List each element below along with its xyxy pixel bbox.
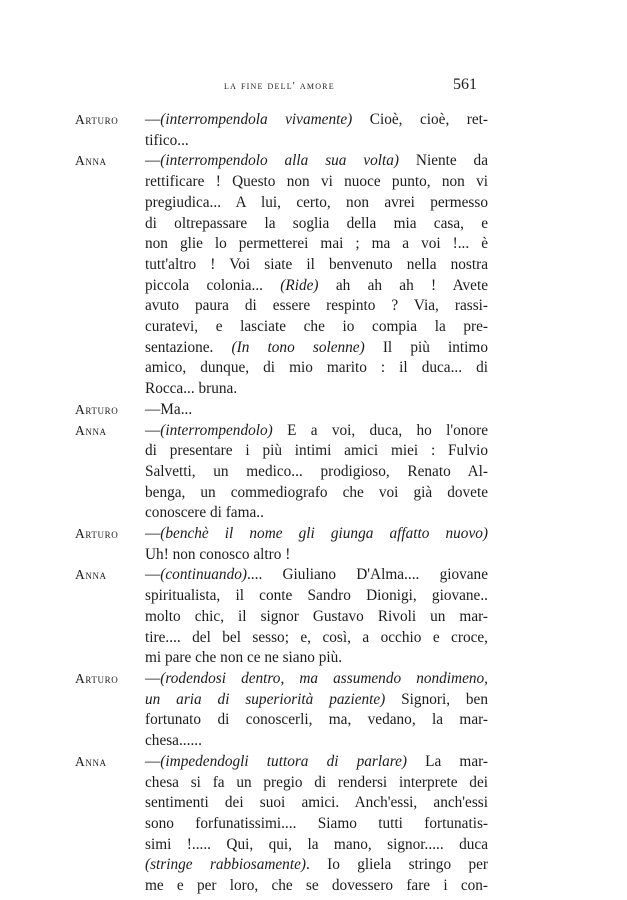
speaker-name: Arturo bbox=[75, 112, 119, 127]
dialogue-entry bbox=[0, 752, 627, 897]
speech-line: pregiudica... A lui, certo, non avrei permesso bbox=[145, 193, 488, 211]
speaker-name: Anna bbox=[75, 422, 107, 438]
speaker-name: Arturo bbox=[75, 401, 119, 417]
speech-line: —(interrompendolo) E a voi, duca, ho l'onore bbox=[145, 421, 488, 439]
speech-text bbox=[145, 151, 488, 399]
speech-line: tifico... bbox=[145, 131, 189, 149]
speech-line: chesa...... bbox=[145, 732, 202, 750]
speech-line: tire.... del bel sesso; e, così, a occhio e croce, bbox=[145, 628, 488, 646]
speech-text bbox=[145, 110, 488, 151]
speech-line: molto chic, il signor Gustavo Rivoli un mar- bbox=[145, 607, 488, 625]
speech-line: Salvetti, un medico... prodigioso, Renato Al- bbox=[145, 462, 488, 480]
page-number: 561 bbox=[453, 76, 477, 93]
speech-line: non glie lo permetterei mai ; ma a voi !... è bbox=[145, 235, 488, 253]
speech-text bbox=[145, 400, 488, 421]
speaker-name: Anna bbox=[75, 567, 107, 583]
speaker-name: Anna bbox=[75, 753, 107, 769]
speech-line: sono forfunatissimi.... Siamo tutti fortunatis- bbox=[145, 814, 488, 832]
speech-text bbox=[145, 669, 488, 752]
speech-line: —(interrompendolo alla sua volta) Niente da bbox=[145, 152, 488, 170]
speech-line: benga, un commediografo che voi già dovete bbox=[145, 483, 488, 501]
speech-line: —(interrompendola vivamente) Cioè, cioè, ret- bbox=[145, 111, 488, 128]
dialogue-entry bbox=[0, 400, 627, 421]
speech-line: conoscere di fama.. bbox=[145, 504, 264, 522]
speech-text bbox=[145, 752, 488, 897]
speech-line: —(benchè il nome gli giunga affatto nuovo) bbox=[145, 525, 488, 543]
dialogue-entry bbox=[0, 565, 627, 669]
speech-line: Uh! non conosco altro ! bbox=[145, 545, 291, 563]
speech-line: un aria di superiorità paziente) Signori, ben bbox=[145, 690, 488, 708]
speaker-name: Anna bbox=[75, 153, 107, 169]
speech-line: (stringe rabbiosamente). Io gliela stringo per bbox=[145, 856, 488, 874]
speech-line: spiritualista, il conte Sandro Dionigi, giovane.. bbox=[145, 587, 488, 605]
speech-line: mi pare che non ce ne siano più. bbox=[145, 649, 343, 667]
speech-line: Rocca... bruna. bbox=[145, 380, 238, 398]
speech-line: avuto paura di essere respinto ? Via, rassi- bbox=[145, 297, 488, 315]
speech-line: simi !..... Qui, qui, la mano, signor..... duca bbox=[145, 835, 488, 853]
speaker-name: Arturo bbox=[75, 526, 119, 542]
speech-line: —Ma... bbox=[145, 400, 193, 418]
speaker-name: Arturo bbox=[75, 670, 119, 686]
speech-line: curatevi, e lasciate che io compia la pre- bbox=[145, 318, 488, 336]
speech-text bbox=[145, 524, 488, 565]
running-header: la fine dell' amore bbox=[224, 80, 335, 92]
dialogue-entry bbox=[0, 524, 627, 565]
dialogue-entry bbox=[0, 110, 627, 151]
speech-line: —(continuando).... Giuliano D'Alma.... giovane bbox=[145, 566, 488, 584]
speech-line: —(rodendosi dentro, ma assumendo nondimeno, bbox=[145, 669, 488, 687]
speech-line: —(impedendogli tuttora di parlare) La mar- bbox=[145, 752, 489, 770]
speech-line: amico, dunque, di mio marito : il duca... di bbox=[145, 359, 488, 377]
dialogue-entry bbox=[0, 421, 627, 525]
speech-line: di presentare i più intimi amici miei : Fulvio bbox=[145, 442, 488, 460]
dialogue bbox=[0, 110, 627, 897]
speech-line: tutt'altro ! Voi siate il benvenuto nella nostra bbox=[145, 255, 488, 273]
speech-line: di oltrepassare la soglia della mia casa, e bbox=[145, 214, 488, 232]
speech-line: piccola colonia... (Ride) ah ah ah ! Avete bbox=[145, 276, 488, 294]
speech-line: sentimenti dei suoi amici. Anch'essi, anch'essi bbox=[145, 794, 488, 812]
speech-text bbox=[145, 421, 488, 525]
speech-line: chesa si fa un pregio di rendersi interprete dei bbox=[145, 773, 488, 791]
speech-line: sentazione. (In tono solenne) Il più intimo bbox=[145, 338, 488, 356]
speech-line: rettificare ! Questo non vi nuoce punto, non vi bbox=[145, 173, 488, 191]
speech-line: fortunato di conoscerli, ma, vedano, la mar- bbox=[145, 711, 488, 729]
speech-line: me e per loro, che se dovessero fare i con- bbox=[145, 877, 488, 895]
dialogue-entry bbox=[0, 151, 627, 399]
dialogue-entry bbox=[0, 669, 627, 752]
speech-text bbox=[145, 565, 488, 669]
